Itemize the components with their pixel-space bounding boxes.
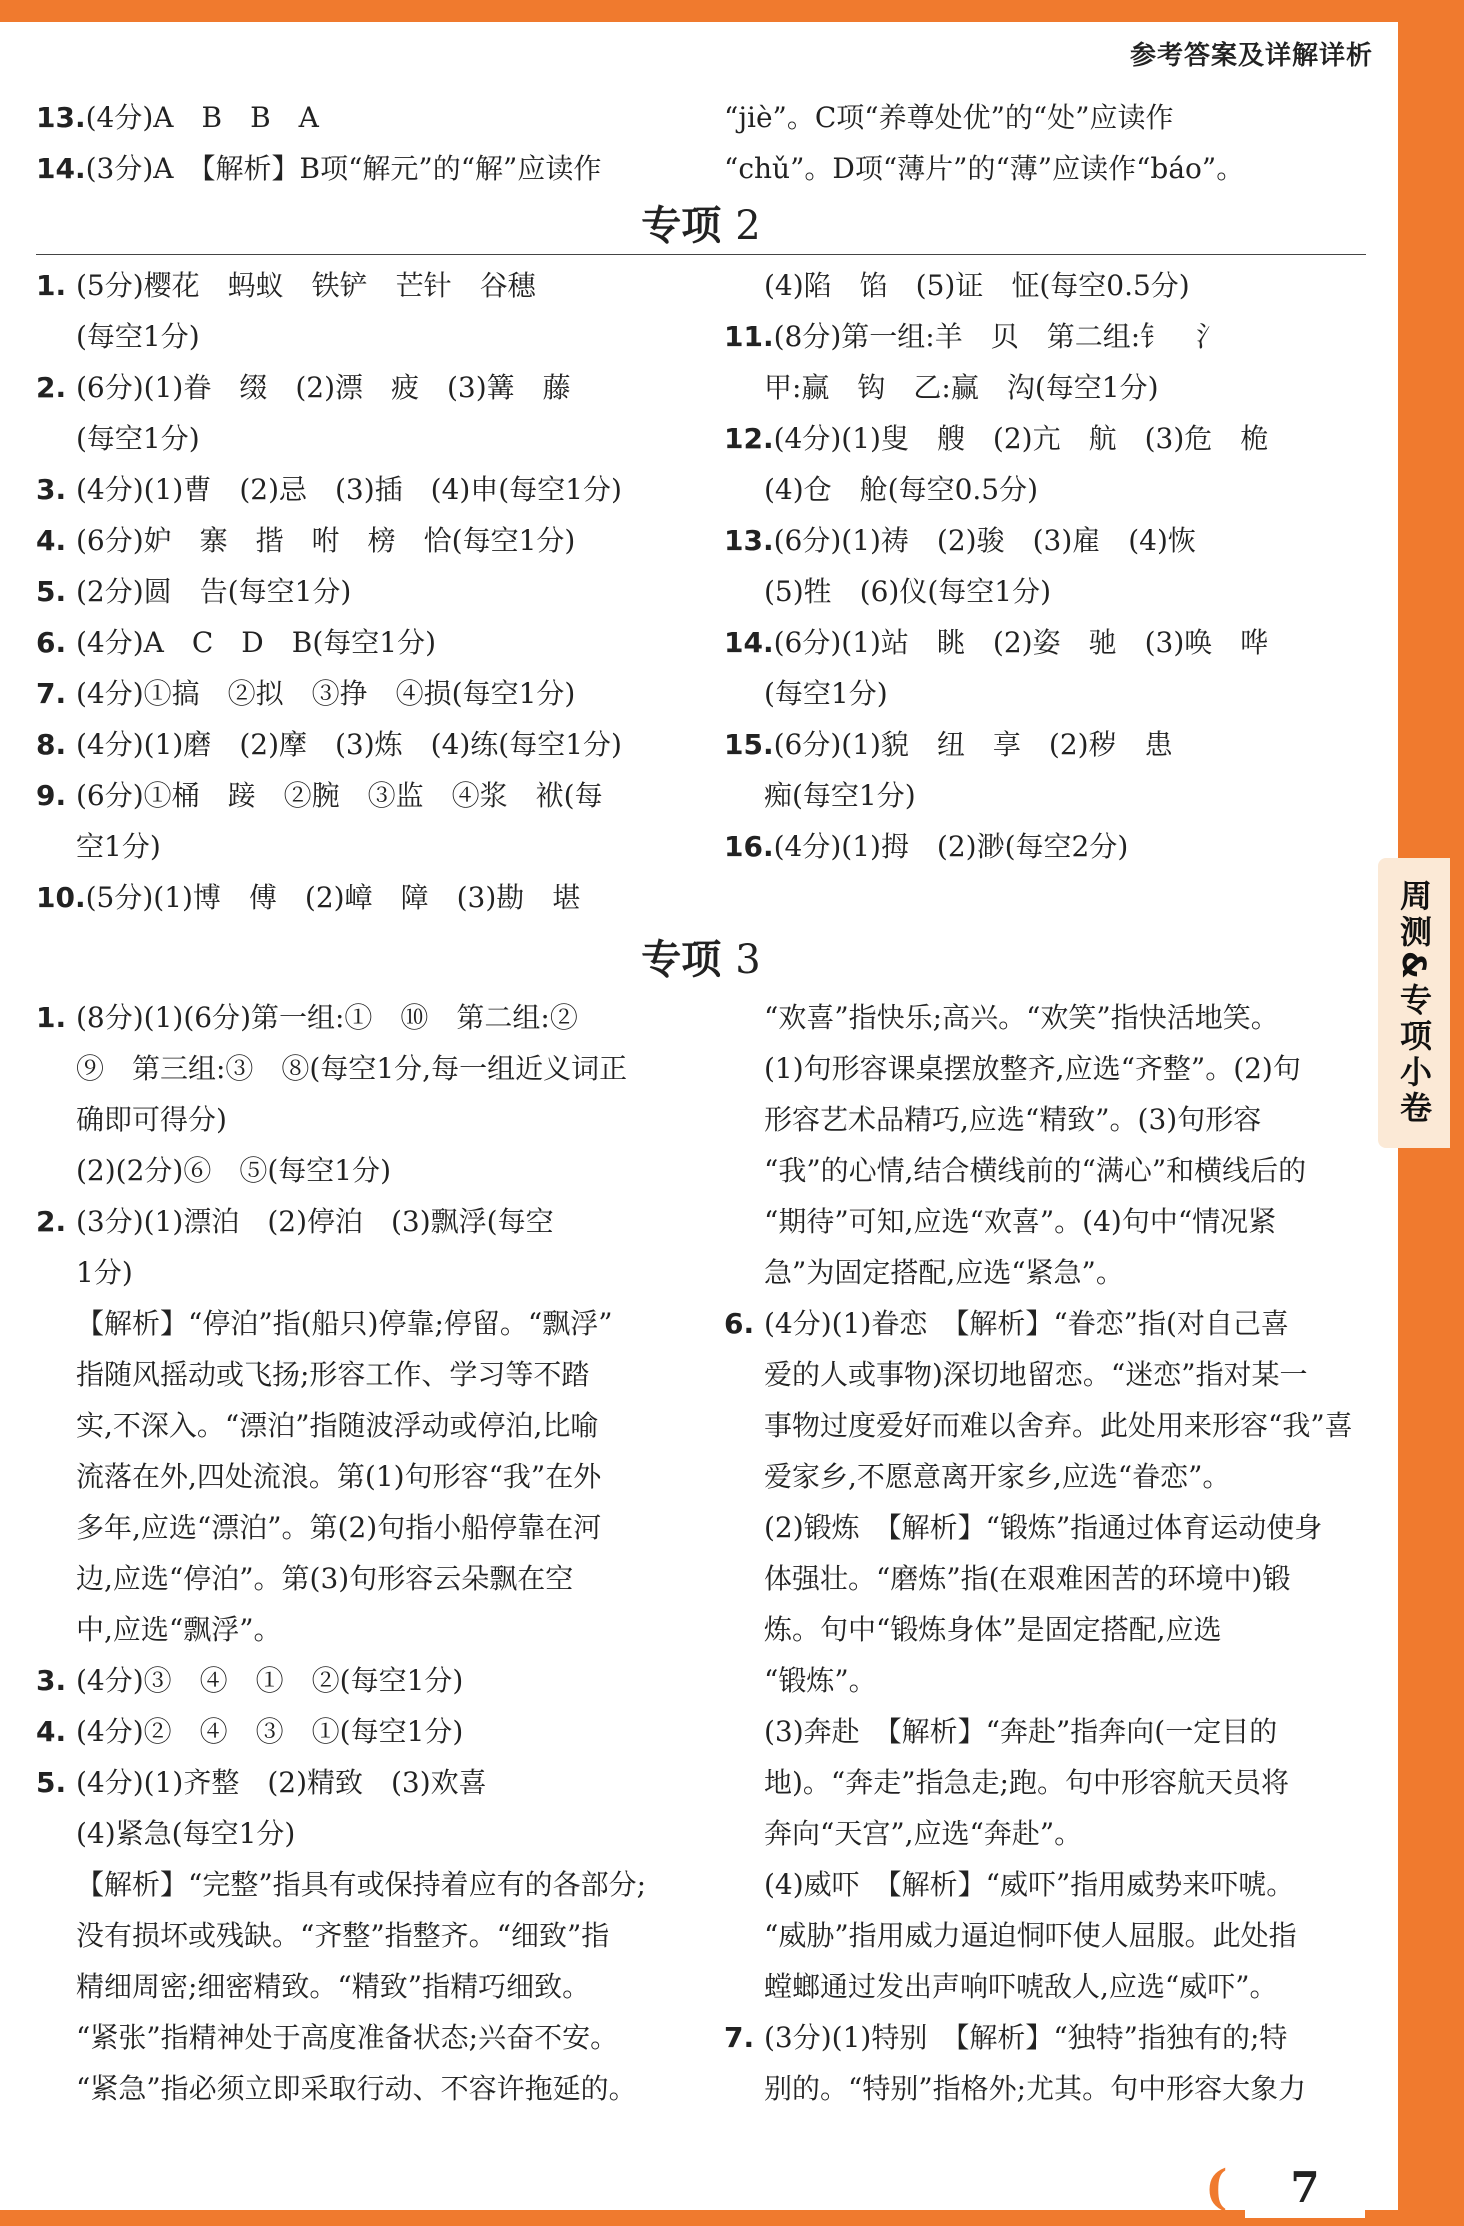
item-text: 边,应选“停泊”。第(3)句形容云朵飘在空 [76, 1562, 574, 1595]
list-item [724, 1298, 1364, 1349]
list-item [724, 1604, 1364, 1655]
item-number: 1. [36, 1001, 67, 1034]
item-text: (4)仓 舱(每空0.5分) [764, 473, 1039, 506]
item-number: 9. [36, 779, 67, 812]
list-item [36, 1961, 676, 2012]
item-text: (6分)(1)貌 纽 享 (2)秽 患 [773, 728, 1173, 761]
section-2-left-column [36, 260, 676, 923]
item-text: (4)陷 馅 (5)证 怔(每空0.5分) [764, 269, 1190, 302]
list-item [36, 92, 676, 143]
item-text: (每空1分) [764, 677, 888, 710]
item-number: 16. [724, 830, 774, 863]
item-text: “紧急”指必须立即采取行动、不容许拖延的。 [76, 2072, 637, 2105]
list-item [724, 1859, 1364, 1910]
item-number: 10. [36, 881, 86, 914]
item-text: 确即可得分) [76, 1103, 227, 1136]
item-text: 体强壮。“磨炼”指(在艰难困苦的环境中)锻 [764, 1562, 1291, 1595]
list-item [724, 1655, 1364, 1706]
item-text: 空1分) [76, 830, 161, 863]
list-item [724, 1553, 1364, 1604]
item-text: 实,不深入。“漂泊”指随波浮动或停泊,比喻 [76, 1409, 599, 1442]
list-item [724, 362, 1364, 413]
item-text: 地)。“奔走”指急走;跑。句中形容航天员将 [764, 1766, 1289, 1799]
list-item [36, 311, 676, 362]
page-header-title: 参考答案及详解详析 [1105, 22, 1398, 84]
item-text: “锻炼”。 [764, 1664, 877, 1697]
page-number: 7 [1245, 2156, 1365, 2218]
list-item [724, 566, 1364, 617]
item-text: 指随风摇动或飞扬;形容工作、学习等不踏 [76, 1358, 590, 1391]
item-number: 1. [36, 269, 67, 302]
list-item [36, 719, 676, 770]
item-number: 13. [724, 524, 774, 557]
list-item [724, 1451, 1364, 1502]
list-item [36, 515, 676, 566]
list-item [36, 1553, 676, 1604]
list-item [36, 464, 676, 515]
item-text: (5分)樱花 蚂蚁 铁铲 芒针 谷穗 [76, 269, 536, 302]
list-item [36, 617, 676, 668]
list-item [36, 1451, 676, 1502]
item-text: (4分)(1)磨 (2)摩 (3)炼 (4)练(每空1分) [76, 728, 622, 761]
list-item [36, 1859, 676, 1910]
item-text: (8分)第一组:羊 贝 第二组:钅 氵 [773, 320, 1225, 353]
item-number: 3. [36, 473, 67, 506]
list-item [36, 413, 676, 464]
list-item [36, 992, 676, 1043]
section-3-left-column [36, 992, 676, 2114]
item-text: (4分)①搞 ②拟 ③挣 ④损(每空1分) [76, 677, 576, 710]
list-item [36, 1145, 676, 1196]
item-text: (4分)(1)曹 (2)忌 (3)插 (4)申(每空1分) [76, 473, 622, 506]
list-item [36, 821, 676, 872]
list-item [724, 1706, 1364, 1757]
item-text: (3分)A 【解析】B项“解元”的“解”应读作 [85, 152, 602, 185]
list-item [36, 1298, 676, 1349]
item-text: 爱的人或事物)深切地留恋。“迷恋”指对某一 [764, 1358, 1308, 1391]
list-item [724, 2012, 1364, 2063]
item-number: 6. [724, 1307, 755, 1340]
item-text: (2)(2分)⑥ ⑤(每空1分) [76, 1154, 391, 1187]
item-number: 13. [36, 101, 86, 134]
item-number: 7. [36, 677, 67, 710]
item-number: 15. [724, 728, 774, 761]
item-text: 中,应选“飘浮”。 [76, 1613, 282, 1646]
item-text: 没有损坏或残缺。“齐整”指整齐。“细致”指 [76, 1919, 610, 1952]
list-item [36, 1910, 676, 1961]
list-item [724, 719, 1364, 770]
item-number: 12. [724, 422, 774, 455]
item-text: (4分)② ④ ③ ①(每空1分) [76, 1715, 464, 1748]
item-number: 4. [36, 1715, 67, 1748]
list-item [36, 1349, 676, 1400]
item-text: 形容艺术品精巧,应选“精致”。(3)句形容 [764, 1103, 1262, 1136]
list-item [724, 464, 1364, 515]
list-item [724, 515, 1364, 566]
item-text: (8分)(1)(6分)第一组:① ⑩ 第二组:② [76, 1001, 578, 1034]
item-text: (2分)圆 告(每空1分) [76, 575, 352, 608]
item-number: 5. [36, 1766, 67, 1799]
section-3-right-column [724, 992, 1364, 2114]
top-right-column [724, 92, 1364, 194]
item-text: (每空1分) [76, 422, 200, 455]
item-text: (6分)(1)眷 缀 (2)漂 疲 (3)篝 藤 [76, 371, 571, 404]
item-text: 甲:赢 钩 乙:赢 沟(每空1分) [764, 371, 1159, 404]
list-item [36, 2063, 676, 2114]
list-item [36, 1247, 676, 1298]
list-item [724, 413, 1364, 464]
list-item [724, 1961, 1364, 2012]
list-item [36, 1043, 676, 1094]
item-text: “我”的心情,结合横线前的“满心”和横线后的 [764, 1154, 1307, 1187]
list-item [36, 1655, 676, 1706]
item-text: (6分)①桶 踥 ②腕 ③监 ④浆 袱(每 [76, 779, 603, 812]
list-item [724, 770, 1364, 821]
list-item [36, 770, 676, 821]
list-item [36, 1196, 676, 1247]
item-text: 急”为固定搭配,应选“紧急”。 [764, 1256, 1124, 1289]
item-number: 2. [36, 371, 67, 404]
left-leaf-decoration-icon: ( [1205, 2160, 1228, 2216]
list-item [724, 260, 1364, 311]
list-item [36, 1604, 676, 1655]
item-number: 3. [36, 1664, 67, 1697]
item-number: 2. [36, 1205, 67, 1238]
list-item [724, 1043, 1364, 1094]
item-text: “威胁”指用威力逼迫恫吓使人屈服。此处指 [764, 1919, 1297, 1952]
section-3-title: 专项 3 [641, 937, 761, 983]
item-text: (3分)(1)漂泊 (2)停泊 (3)飘浮(每空 [76, 1205, 554, 1238]
section-2-divider [36, 254, 1366, 255]
list-item: “jiè”。C项“养尊处优”的“处”应读作 [724, 101, 1174, 134]
list-item [724, 1910, 1364, 1961]
list-item [36, 260, 676, 311]
list-item [724, 1757, 1364, 1808]
item-text: (4分)(1)眷恋 【解析】“眷恋”指(对自己喜 [764, 1307, 1289, 1340]
item-number: 5. [36, 575, 67, 608]
list-item [724, 1094, 1364, 1145]
item-text: 【解析】“完整”指具有或保持着应有的各部分; [76, 1868, 647, 1901]
item-text: 多年,应选“漂泊”。第(2)句指小船停靠在河 [76, 1511, 602, 1544]
list-item [724, 1400, 1364, 1451]
list-item [36, 1502, 676, 1553]
list-item [724, 1349, 1364, 1400]
list-item [724, 1196, 1364, 1247]
list-item [36, 872, 676, 923]
list-item [36, 2012, 676, 2063]
item-text: 爱家乡,不愿意离开家乡,应选“眷恋”。 [764, 1460, 1231, 1493]
list-item [36, 1757, 676, 1808]
section-2-right-column [724, 260, 1364, 872]
item-number: 8. [36, 728, 67, 761]
item-text: 螳螂通过发出声响吓唬敌人,应选“威吓”。 [764, 1970, 1278, 2003]
list-item [724, 1808, 1364, 1859]
item-text: (4分)(1)拇 (2)渺(每空2分) [773, 830, 1129, 863]
item-text: 【解析】“停泊”指(船只)停靠;停留。“飘浮” [76, 1307, 613, 1340]
list-item [724, 821, 1364, 872]
side-tab-label: 周测&专项小卷 [1395, 879, 1433, 1127]
section-2-title: 专项 2 [641, 203, 761, 249]
list-item [724, 1145, 1364, 1196]
item-text: 事物过度爱好而难以舍弃。此处用来形容“我”喜 [764, 1409, 1353, 1442]
item-number: 11. [724, 320, 774, 353]
item-number: 14. [724, 626, 774, 659]
item-text: 别的。“特别”指格外;尤其。句中形容大象力 [764, 2072, 1307, 2105]
list-item [724, 1247, 1364, 1298]
item-text: (6分)(1)站 眺 (2)姿 驰 (3)唤 哗 [773, 626, 1269, 659]
list-item [36, 1808, 676, 1859]
item-number: 7. [724, 2021, 755, 2054]
item-text: ⑨ 第三组:③ ⑧(每空1分,每一组近义词正 [76, 1052, 628, 1085]
item-text: 1分) [76, 1256, 133, 1289]
list-item [36, 1706, 676, 1757]
list-item [36, 362, 676, 413]
list-item [724, 668, 1364, 719]
item-number: 6. [36, 626, 67, 659]
item-number: 4. [36, 524, 67, 557]
item-text: “紧张”指精神处于高度准备状态;兴奋不安。 [76, 2021, 619, 2054]
item-text: (4)紧急(每空1分) [76, 1817, 296, 1850]
item-text: 流落在外,四处流浪。第(1)句形容“我”在外 [76, 1460, 602, 1493]
item-text: (3)奔赴 【解析】“奔赴”指奔向(一定目的 [764, 1715, 1278, 1748]
list-item [724, 992, 1364, 1043]
list-item [724, 311, 1364, 362]
item-text: (4分)A B B A [85, 101, 319, 134]
list-item [36, 1094, 676, 1145]
item-text: “欢喜”指快乐;高兴。“欢笑”指快活地笑。 [764, 1001, 1279, 1034]
list-item [36, 668, 676, 719]
item-text: (1)句形容课桌摆放整齐,应选“齐整”。(2)句 [764, 1052, 1301, 1085]
list-item [36, 143, 676, 194]
side-section-tab[interactable] [1378, 858, 1450, 1148]
item-text: (5分)(1)博 傅 (2)嶂 障 (3)勘 堪 [85, 881, 581, 914]
list-item [36, 566, 676, 617]
list-item [724, 2063, 1364, 2114]
item-text: 奔向“天宫”,应选“奔赴”。 [764, 1817, 1083, 1850]
item-text: (4分)(1)叟 艘 (2)亢 航 (3)危 桅 [773, 422, 1269, 455]
item-text: “期待”可知,应选“欢喜”。(4)句中“情况紧 [764, 1205, 1277, 1238]
item-text: (6分)妒 寨 揩 咐 榜 恰(每空1分) [76, 524, 576, 557]
item-text: (4分)A C D B(每空1分) [76, 626, 436, 659]
item-text: 炼。句中“锻炼身体”是固定搭配,应选 [764, 1613, 1222, 1646]
list-item: “chǔ”。D项“薄片”的“薄”应读作“báo”。 [724, 152, 1245, 185]
item-text: (6分)(1)祷 (2)骏 (3)雇 (4)恢 [773, 524, 1196, 557]
item-text: (4分)③ ④ ① ②(每空1分) [76, 1664, 464, 1697]
list-item [724, 617, 1364, 668]
item-text: (5)牲 (6)仪(每空1分) [764, 575, 1051, 608]
item-text: 痴(每空1分) [764, 779, 916, 812]
item-text: (2)锻炼 【解析】“锻炼”指通过体育运动使身 [764, 1511, 1323, 1544]
item-text: (3分)(1)特别 【解析】“独特”指独有的;特 [764, 2021, 1288, 2054]
item-text: (每空1分) [76, 320, 200, 353]
item-text: (4)威吓 【解析】“威吓”指用威势来吓唬。 [764, 1868, 1295, 1901]
item-text: (4分)(1)齐整 (2)精致 (3)欢喜 [76, 1766, 487, 1799]
list-item [36, 1400, 676, 1451]
item-text: 精细周密;细密精致。“精致”指精巧细致。 [76, 1970, 591, 2003]
list-item [724, 1502, 1364, 1553]
item-number: 14. [36, 152, 86, 185]
top-orange-border [0, 0, 1464, 22]
top-left-column [36, 92, 676, 194]
